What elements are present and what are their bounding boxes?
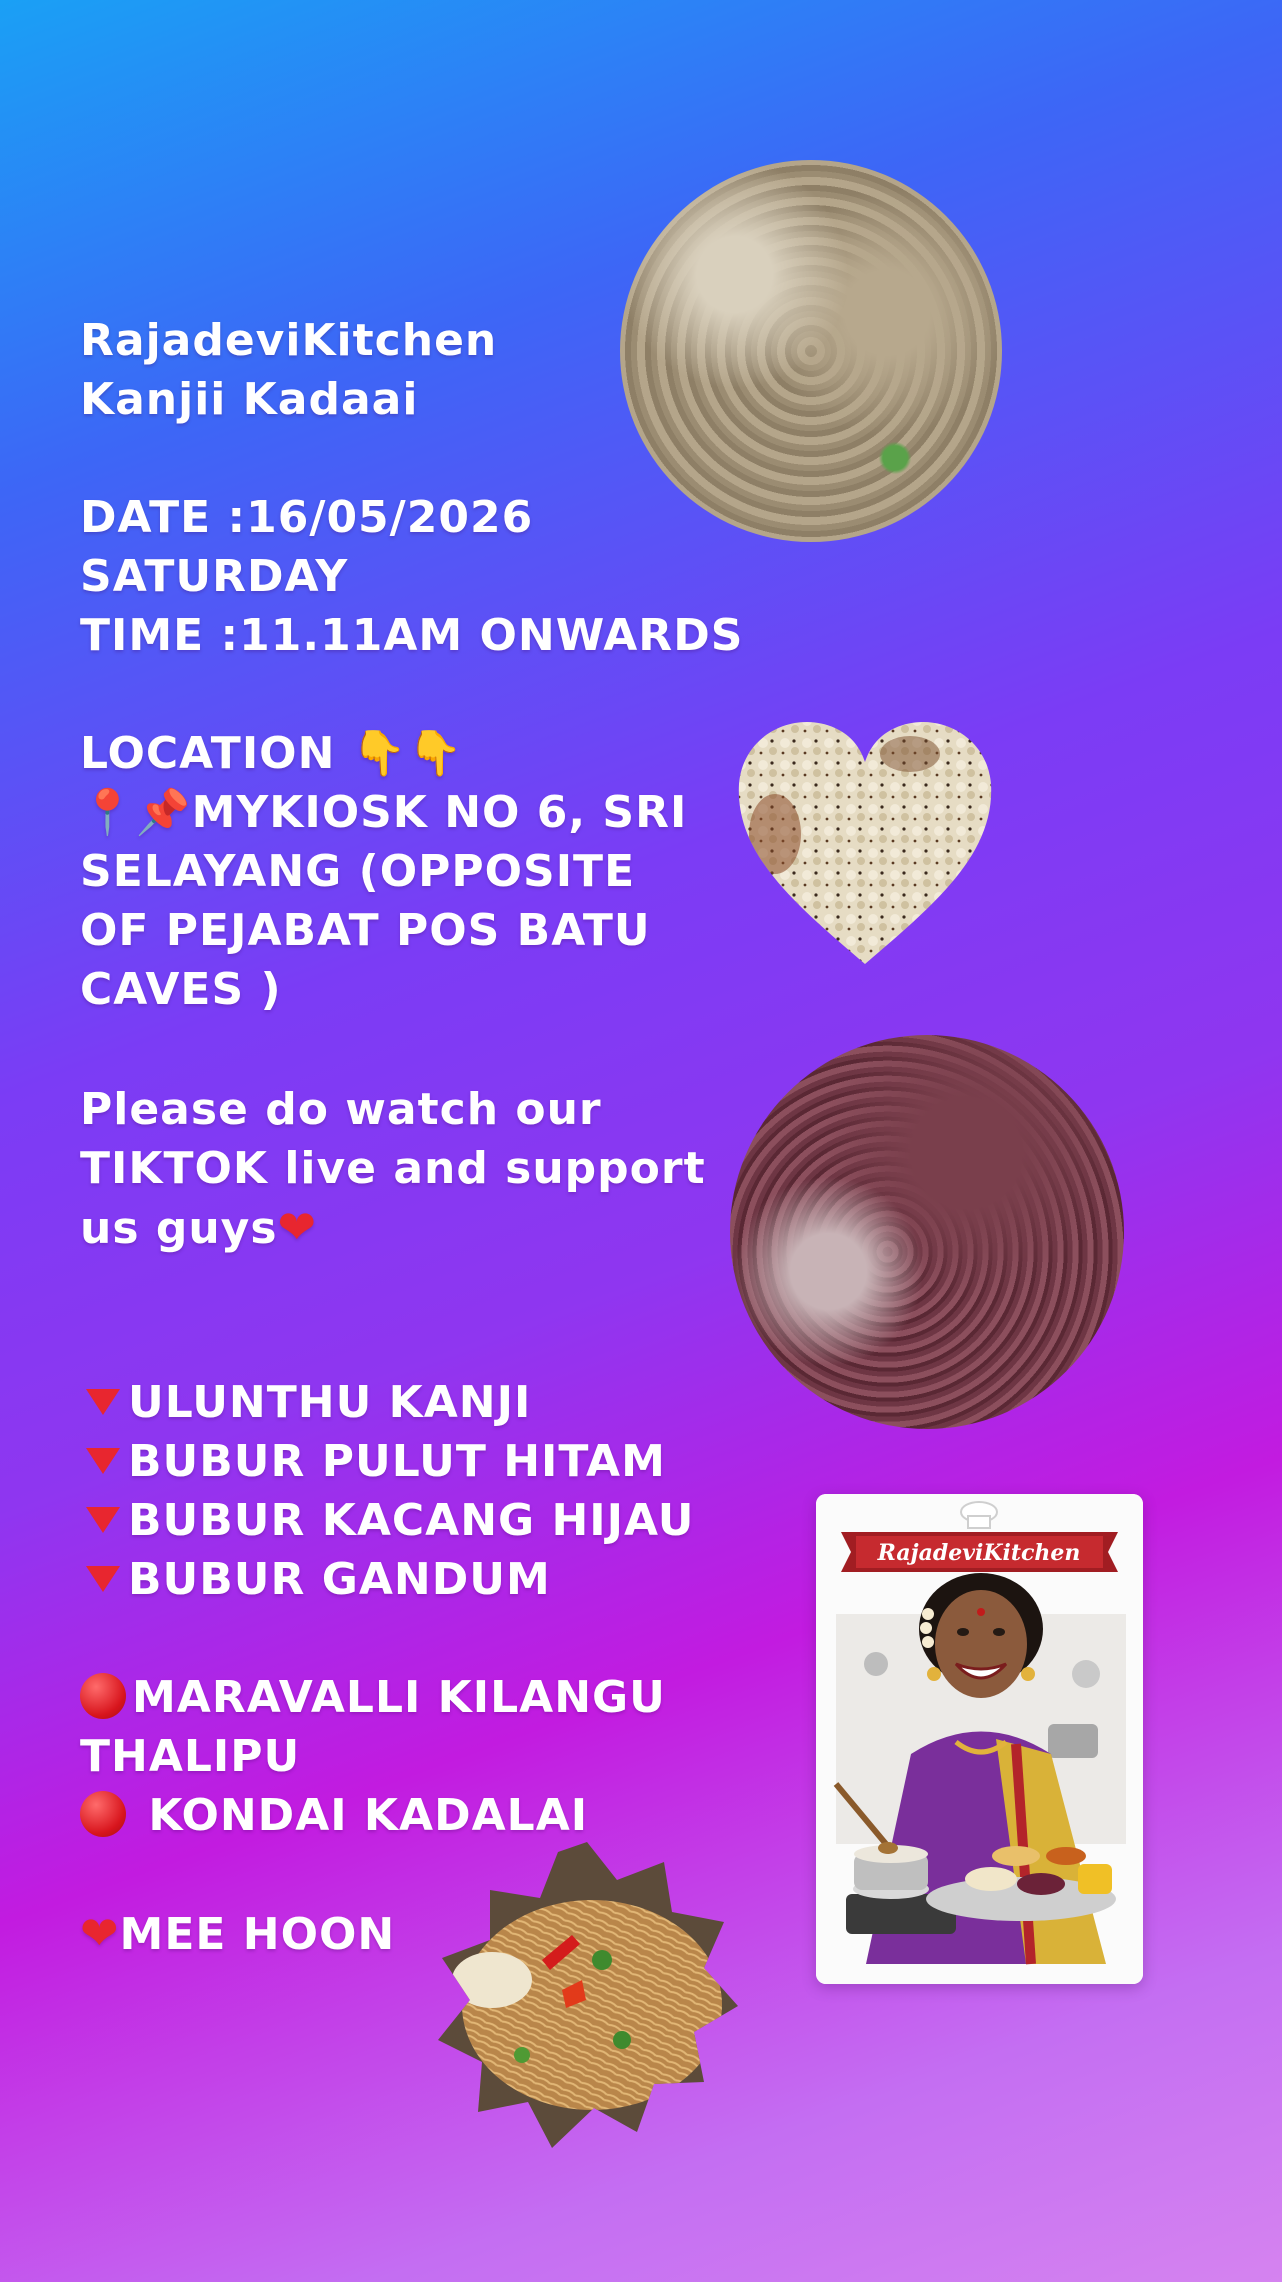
menu-item-label: MEE HOON: [119, 1909, 396, 1960]
menu-item-label: KONDAI KADALAI: [132, 1790, 589, 1841]
brand-name: RajadeviKitchen: [80, 315, 498, 366]
location-label-row: [80, 724, 687, 783]
location-address-line-3: OF PEJABAT POS BATU: [80, 905, 651, 956]
kanji-bowl-photo: [620, 160, 1002, 542]
menu-item-label: BUBUR KACANG HIJAU: [128, 1495, 695, 1546]
menu-item: [80, 1904, 395, 1963]
message-line-3: us guys: [80, 1203, 278, 1254]
bubur-pulut-hitam-photo: [730, 1035, 1124, 1429]
menu-item-continued: THALIPU: [80, 1731, 301, 1782]
menu-item-label: ULUNTHU KANJI: [128, 1377, 532, 1428]
mee-hoon-photo: [432, 1840, 742, 2152]
shop-name: Kanjii Kadaai: [80, 374, 419, 425]
red-circle-icon: [80, 1673, 126, 1719]
message-line-1: Please do watch our: [80, 1084, 602, 1135]
red-down-triangle-icon: [86, 1566, 120, 1592]
rajadevi-kitchen-logo-card: [816, 1494, 1143, 1984]
event-time: TIME :11.11AM ONWARDS: [80, 610, 744, 661]
menu-item-label: BUBUR PULUT HITAM: [128, 1436, 666, 1487]
red-down-triangle-icon: [86, 1507, 120, 1533]
location-address-line-4: CAVES ): [80, 964, 282, 1015]
menu-item: [86, 1550, 694, 1609]
red-heart-icon: ❤: [80, 1906, 120, 1960]
kanji-menu: [86, 1373, 694, 1609]
menu-item-label: BUBUR GANDUM: [128, 1554, 551, 1605]
message-block: [80, 1080, 706, 1257]
noodle-menu: [80, 1904, 395, 1963]
snack-menu: [80, 1668, 666, 1845]
pointing-down-hand-icon: 👇👇: [351, 728, 464, 779]
red-circle-icon: [80, 1791, 126, 1837]
message-line-2: TIKTOK live and support: [80, 1143, 706, 1194]
menu-item-label: MARAVALLI KILANGU: [132, 1672, 666, 1723]
location-block: [80, 724, 687, 1019]
map-pin-icon: 📍📌: [80, 787, 192, 838]
event-day: SATURDAY: [80, 551, 349, 602]
location-address-line-2: SELAYANG (OPPOSITE: [80, 846, 636, 897]
red-down-triangle-icon: [86, 1389, 120, 1415]
event-date: DATE :16/05/2026: [80, 492, 534, 543]
location-address-line-1: MYKIOSK NO 6, SRI: [191, 787, 688, 838]
menu-item: [86, 1432, 694, 1491]
location-label: LOCATION: [80, 728, 352, 779]
logo-banner-text: RajadeviKitchen: [877, 1540, 1081, 1566]
menu-item: [86, 1373, 694, 1432]
thalipu-heart-photo: [735, 714, 995, 970]
event-block: [80, 488, 743, 665]
location-address-row-1: [80, 783, 687, 842]
header-block: [80, 311, 497, 429]
red-down-triangle-icon: [86, 1448, 120, 1474]
menu-item: [86, 1491, 694, 1550]
message-line-3-row: [80, 1198, 706, 1257]
menu-item: [80, 1786, 666, 1845]
red-heart-icon: ❤: [277, 1200, 318, 1254]
menu-item: [80, 1668, 666, 1727]
